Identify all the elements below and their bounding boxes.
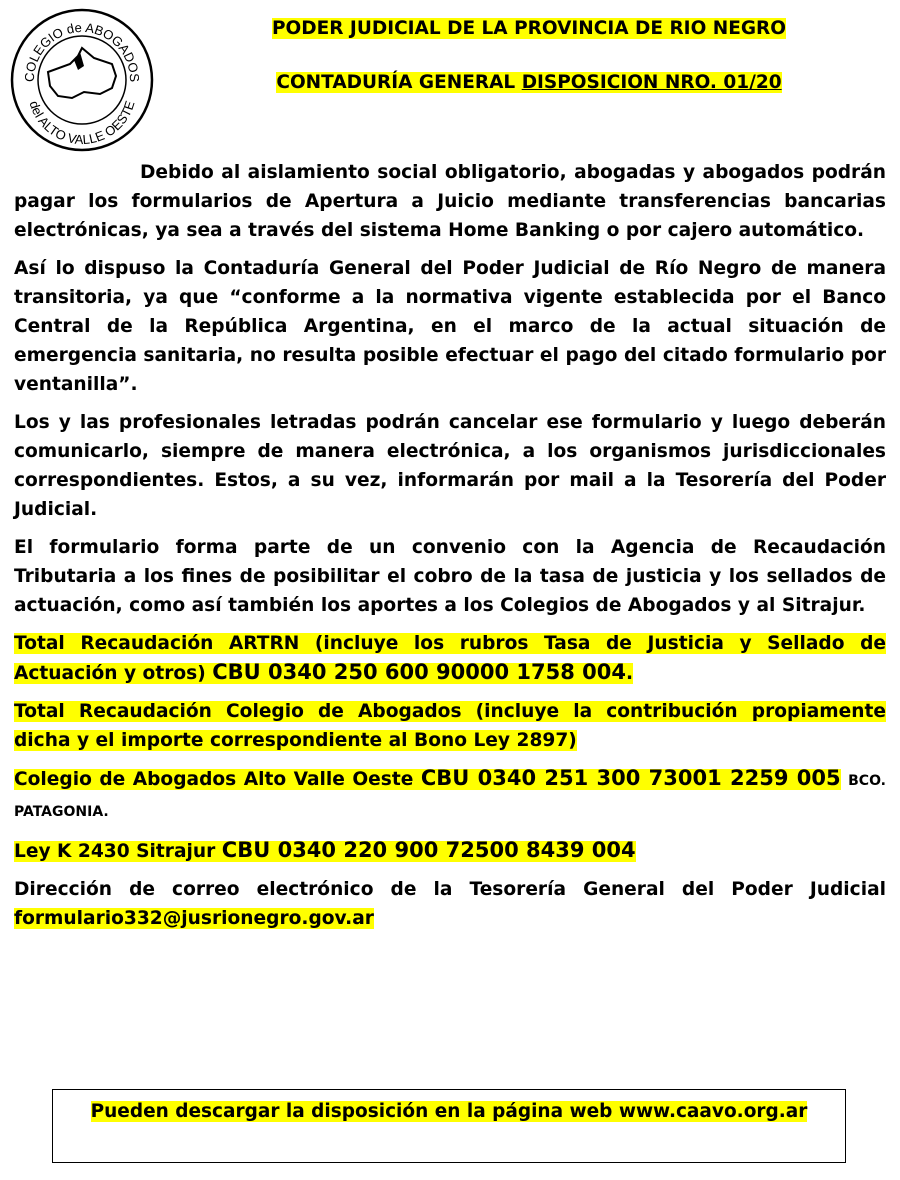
colegio-logo <box>8 6 156 154</box>
download-box <box>52 1089 846 1163</box>
header-title <box>170 16 888 42</box>
paragraph-2: Así lo dispuso la Contaduría General del Poder Judicial de Río Negro de manera transitoria, ya que “conforme a la normativa vigente establecida por el Banco Central de la República Argentina, en el marco de la actual situación de emergencia sanitaria, no resulta posible efectuar el pago del citado formulario por ventanilla”. <box>14 258 886 395</box>
cavo-bank: BCO. PATAGONIA. <box>14 773 886 820</box>
colegio-total-text: Total Recaudación Colegio de Abogados (incluye la contribución propiamente dicha y el importe correspondiente al Bono Ley 2897) <box>14 701 886 751</box>
header-line-1: PODER JUDICIAL DE LA PROVINCIA DE RIO NEGRO <box>271 18 787 39</box>
sitrajur-account <box>14 836 886 866</box>
download-text: Pueden descargar la disposición en la página web www.caavo.org.ar <box>90 1101 808 1122</box>
colegio-total <box>14 697 886 755</box>
cavo-cbu: CBU 0340 251 300 73001 2259 005 <box>420 766 841 790</box>
logo-text-top: COLEGIO de ABOGADOS <box>21 19 143 83</box>
header-disposicion: DISPOSICION NRO. 01/20 <box>521 72 782 93</box>
header-subtitle <box>170 70 888 96</box>
document-body <box>14 158 886 942</box>
paragraph-4: El formulario forma parte de un convenio con la Agencia de Recaudación Tributaria a los fines de posibilitar el cobro de la tasa de justicia y los sellados de actuación, como así también los aportes a los Colegios de Abogados y al Sitrajur. <box>14 537 886 616</box>
email-text: Dirección de correo electrónico de la Tesorería General del Poder Judicial <box>14 879 886 900</box>
sitrajur-cbu: CBU 0340 220 900 72500 8439 004 <box>221 838 636 862</box>
email-paragraph <box>14 875 886 933</box>
paragraph-3: Los y las profesionales letradas podrán cancelar ese formulario y luego deberán comunicarlo, siempre de manera electrónica, a los organismos jurisdiccionales correspondientes. Estos, a su vez, informarán por mail a la Tesorería del Poder Judicial. <box>14 412 886 520</box>
cavo-label: Colegio de Abogados Alto Valle Oeste <box>14 769 414 790</box>
email-address[interactable]: formulario332@jusrionegro.gov.ar <box>14 908 374 929</box>
logo-text-bottom: del ALTO VALLE OESTE <box>26 98 138 148</box>
artrn-label: Total Recaudación ARTRN (incluye los rubros Tasa de Justicia y Sellado de Actuación y otros) <box>14 633 886 684</box>
artrn-cbu: CBU 0340 250 600 90000 1758 004 <box>212 660 627 684</box>
paragraph-1: Debido al aislamiento social obligatorio, abogadas y abogados podrán pagar los formularios de Apertura a Juicio mediante transferencias bancarias electrónicas, ya sea a través del sistema Home Banking o por cajero automático. <box>14 162 886 241</box>
sitrajur-label: Ley K 2430 Sitrajur <box>14 841 216 862</box>
header-contaduria: CONTADURÍA GENERAL <box>276 72 516 93</box>
artrn-account: Total Recaudación ARTRN (incluye los rubros Tasa de Justicia y Sellado de Actuación y otros) CBU 0340 250 600 90000 1758 004. <box>14 633 886 684</box>
cavo-account <box>14 764 886 827</box>
